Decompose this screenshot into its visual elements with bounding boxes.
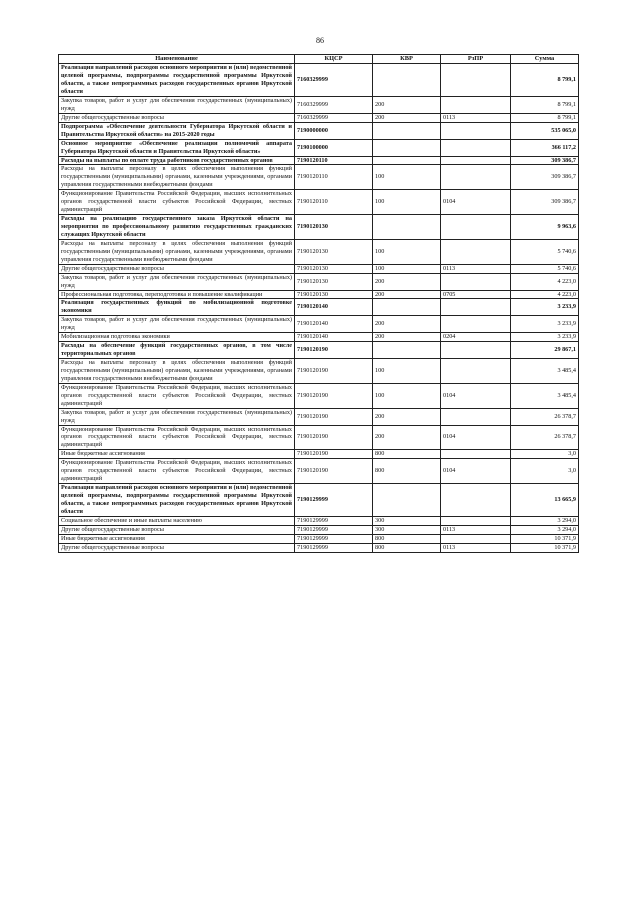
row-kvr: 100 (373, 165, 441, 190)
row-sum: 5 740,6 (511, 239, 579, 264)
table-row (59, 113, 579, 122)
row-sum: 309 386,7 (511, 156, 579, 165)
row-kvr: 200 (373, 316, 441, 333)
row-sum: 366 117,2 (511, 139, 579, 156)
table-row (59, 459, 579, 484)
table-row (59, 273, 579, 290)
row-name: Закупка товаров, работ и услуг для обеспечения государственных (муниципальных) нужд (59, 273, 295, 290)
row-sum: 26 378,7 (511, 408, 579, 425)
row-sum: 5 740,6 (511, 264, 579, 273)
row-sum: 3,0 (511, 459, 579, 484)
row-rzpr: 0113 (441, 525, 511, 534)
row-sum: 13 665,9 (511, 484, 579, 517)
row-kvr: 200 (373, 425, 441, 450)
row-kvr (373, 484, 441, 517)
row-rzpr (441, 534, 511, 543)
table-row (59, 408, 579, 425)
row-kvr: 200 (373, 96, 441, 113)
row-kvr (373, 64, 441, 97)
row-sum: 3 485,4 (511, 383, 579, 408)
row-kvr (373, 299, 441, 316)
table-row (59, 139, 579, 156)
row-kvr: 200 (373, 333, 441, 342)
row-kvr: 800 (373, 459, 441, 484)
header-sum: Сумма (511, 55, 579, 64)
table-header-row (59, 55, 579, 64)
row-kvr: 100 (373, 190, 441, 215)
row-sum: 10 371,9 (511, 534, 579, 543)
row-name: Функционирование Правительства Российской Федерации, высших исполнительных органов государственной власти субъектов Российской Федерации, местных администраций (59, 425, 295, 450)
row-kcsr: 7160329999 (295, 64, 373, 97)
table-row (59, 425, 579, 450)
row-rzpr (441, 516, 511, 525)
row-kcsr: 7190120140 (295, 316, 373, 333)
row-kvr (373, 215, 441, 240)
row-kvr (373, 342, 441, 359)
row-name: Реализация направлений расходов основного мероприятия и (или) ведомственной целевой программы, подпрограммы государственной программы Иркутской области, а также непрограммных расходов государственных органов Иркутской области (59, 484, 295, 517)
row-sum: 3 294,0 (511, 525, 579, 534)
row-name: Расходы на реализацию государственного заказа Иркутской области на мероприятия по профессиональному развитию государственных гражданских служащих Иркутской области (59, 215, 295, 240)
row-kvr (373, 156, 441, 165)
row-sum: 3 233,9 (511, 299, 579, 316)
row-rzpr: 0705 (441, 290, 511, 299)
table-row (59, 525, 579, 534)
header-kcsr: КЦСР (295, 55, 373, 64)
row-name: Другие общегосударственные вопросы (59, 113, 295, 122)
row-kvr: 200 (373, 273, 441, 290)
row-kcsr: 7190120130 (295, 239, 373, 264)
row-name: Основное мероприятие «Обеспечение реализации полномочий аппарата Губернатора Иркутской области и Правительства Иркутской области» (59, 139, 295, 156)
row-kcsr: 7190120130 (295, 264, 373, 273)
row-kcsr: 7190120130 (295, 273, 373, 290)
row-sum: 26 378,7 (511, 425, 579, 450)
row-rzpr (441, 342, 511, 359)
row-rzpr (441, 64, 511, 97)
table-row (59, 359, 579, 384)
row-rzpr (441, 359, 511, 384)
row-rzpr (441, 316, 511, 333)
table-row (59, 516, 579, 525)
row-kcsr: 7190129999 (295, 484, 373, 517)
row-kvr: 300 (373, 525, 441, 534)
row-kcsr: 7190120190 (295, 383, 373, 408)
row-rzpr (441, 139, 511, 156)
header-kvr: КВР (373, 55, 441, 64)
row-sum: 309 386,7 (511, 190, 579, 215)
row-kvr (373, 139, 441, 156)
row-name: Закупка товаров, работ и услуг для обеспечения государственных (муниципальных) нужд (59, 316, 295, 333)
row-name: Другие общегосударственные вопросы (59, 543, 295, 552)
row-name: Расходы на выплаты персоналу в целях обеспечения выполнения функций государственными (муниципальными) органами, казенными учреждениями, органами управления государственными внебюджетными фондами (59, 239, 295, 264)
row-rzpr: 0113 (441, 113, 511, 122)
row-kcsr: 7190120110 (295, 165, 373, 190)
row-kvr (373, 122, 441, 139)
row-name: Социальное обеспечение и иные выплаты населению (59, 516, 295, 525)
row-rzpr: 0104 (441, 425, 511, 450)
row-kvr: 200 (373, 408, 441, 425)
row-rzpr (441, 299, 511, 316)
header-name: Наименование (59, 55, 295, 64)
row-kcsr: 7160329999 (295, 113, 373, 122)
budget-table (58, 54, 579, 553)
table-row (59, 342, 579, 359)
row-name: Закупка товаров, работ и услуг для обеспечения государственных (муниципальных) нужд (59, 96, 295, 113)
row-sum: 535 065,0 (511, 122, 579, 139)
row-kcsr: 7190120140 (295, 333, 373, 342)
table-row (59, 165, 579, 190)
row-sum: 3 485,4 (511, 359, 579, 384)
row-rzpr (441, 484, 511, 517)
row-kvr: 200 (373, 290, 441, 299)
row-sum: 3 233,9 (511, 316, 579, 333)
row-kcsr: 7190129999 (295, 543, 373, 552)
row-kcsr: 7160329999 (295, 96, 373, 113)
row-name: Другие общегосударственные вопросы (59, 525, 295, 534)
row-sum: 8 799,1 (511, 113, 579, 122)
row-name: Иные бюджетные ассигнования (59, 534, 295, 543)
row-name: Подпрограмма «Обеспечение деятельности Губернатора Иркутской области и Правительства Иркутской области» на 2015-2020 годы (59, 122, 295, 139)
row-sum: 3 294,0 (511, 516, 579, 525)
row-name: Мобилизационная подготовка экономики (59, 333, 295, 342)
row-kcsr: 7190120110 (295, 156, 373, 165)
row-name: Расходы на выплаты по оплате труда работников государственных органов (59, 156, 295, 165)
row-kvr: 800 (373, 543, 441, 552)
row-sum: 9 963,6 (511, 215, 579, 240)
row-sum: 8 799,1 (511, 96, 579, 113)
row-name: Иные бюджетные ассигнования (59, 450, 295, 459)
row-sum: 29 867,1 (511, 342, 579, 359)
row-kvr: 300 (373, 516, 441, 525)
row-kcsr: 7190129999 (295, 534, 373, 543)
row-name: Закупка товаров, работ и услуг для обеспечения государственных (муниципальных) нужд (59, 408, 295, 425)
row-kcsr: 7190120130 (295, 215, 373, 240)
row-sum: 4 223,0 (511, 273, 579, 290)
table-row (59, 290, 579, 299)
row-name: Реализация направлений расходов основного мероприятия и (или) ведомственной целевой программы, подпрограммы государственной программы Иркутской области, а также непрограммных расходов государственных органов Иркутской области (59, 64, 295, 97)
row-rzpr (441, 408, 511, 425)
row-rzpr (441, 122, 511, 139)
table-row (59, 215, 579, 240)
row-name: Функционирование Правительства Российской Федерации, высших исполнительных органов государственной власти субъектов Российской Федерации, местных администраций (59, 459, 295, 484)
row-sum: 3,0 (511, 450, 579, 459)
row-kvr: 100 (373, 239, 441, 264)
row-rzpr (441, 239, 511, 264)
row-rzpr: 0204 (441, 333, 511, 342)
row-sum: 3 233,9 (511, 333, 579, 342)
row-sum: 309 386,7 (511, 165, 579, 190)
row-rzpr: 0113 (441, 543, 511, 552)
row-rzpr (441, 156, 511, 165)
table-row (59, 264, 579, 273)
row-rzpr: 0104 (441, 190, 511, 215)
row-kcsr: 7190129999 (295, 516, 373, 525)
row-kcsr: 7190120110 (295, 190, 373, 215)
row-kvr: 800 (373, 534, 441, 543)
row-kcsr: 7190120130 (295, 290, 373, 299)
row-kcsr: 7190000000 (295, 122, 373, 139)
table-row (59, 543, 579, 552)
row-kvr: 100 (373, 383, 441, 408)
table-row (59, 299, 579, 316)
row-rzpr (441, 273, 511, 290)
row-kvr: 100 (373, 264, 441, 273)
table-row (59, 96, 579, 113)
table-body (59, 64, 579, 552)
table-row (59, 534, 579, 543)
row-kcsr: 7190120190 (295, 359, 373, 384)
table-row (59, 333, 579, 342)
table-row (59, 190, 579, 215)
row-kcsr: 7190120190 (295, 408, 373, 425)
row-rzpr: 0113 (441, 264, 511, 273)
row-kcsr: 7190120190 (295, 342, 373, 359)
row-kcsr: 7190120140 (295, 299, 373, 316)
row-sum: 4 223,0 (511, 290, 579, 299)
row-sum: 8 799,1 (511, 64, 579, 97)
row-name: Расходы на выплаты персоналу в целях обеспечения выполнения функций государственными (муниципальными) органами, казенными учреждениями, органами управления государственными внебюджетными фондами (59, 359, 295, 384)
row-kvr: 100 (373, 359, 441, 384)
row-rzpr: 0104 (441, 383, 511, 408)
row-name: Расходы на обеспечение функций государственных органов, в том числе территориальных органов (59, 342, 295, 359)
row-sum: 10 371,9 (511, 543, 579, 552)
row-name: Профессиональная подготовка, переподготовка и повышение квалификации (59, 290, 295, 299)
row-rzpr (441, 96, 511, 113)
row-kcsr: 7190120190 (295, 425, 373, 450)
row-name: Функционирование Правительства Российской Федерации, высших исполнительных органов государственной власти субъектов Российской Федерации, местных администраций (59, 190, 295, 215)
row-name: Другие общегосударственные вопросы (59, 264, 295, 273)
row-kcsr: 7190129999 (295, 525, 373, 534)
page-number: 86 (316, 36, 324, 45)
row-name: Функционирование Правительства Российской Федерации, высших исполнительных органов государственной власти субъектов Российской Федерации, местных администраций (59, 383, 295, 408)
row-name: Расходы на выплаты персоналу в целях обеспечения выполнения функций государственными (муниципальными) органами, казенными учреждениями, органами управления государственными внебюджетными фондами (59, 165, 295, 190)
row-rzpr (441, 165, 511, 190)
table-row (59, 383, 579, 408)
row-name: Реализация государственных функций по мобилизационной подготовке экономики (59, 299, 295, 316)
header-rzpr: РзПР (441, 55, 511, 64)
row-rzpr (441, 215, 511, 240)
table-row (59, 122, 579, 139)
table-row (59, 316, 579, 333)
row-kvr: 200 (373, 113, 441, 122)
table-row (59, 450, 579, 459)
row-kcsr: 7190120190 (295, 459, 373, 484)
row-kvr: 800 (373, 450, 441, 459)
row-rzpr: 0104 (441, 459, 511, 484)
row-rzpr (441, 450, 511, 459)
row-kcsr: 7190100000 (295, 139, 373, 156)
table-row (59, 484, 579, 517)
row-kcsr: 7190120190 (295, 450, 373, 459)
table-row (59, 156, 579, 165)
table-row (59, 64, 579, 97)
table-row (59, 239, 579, 264)
